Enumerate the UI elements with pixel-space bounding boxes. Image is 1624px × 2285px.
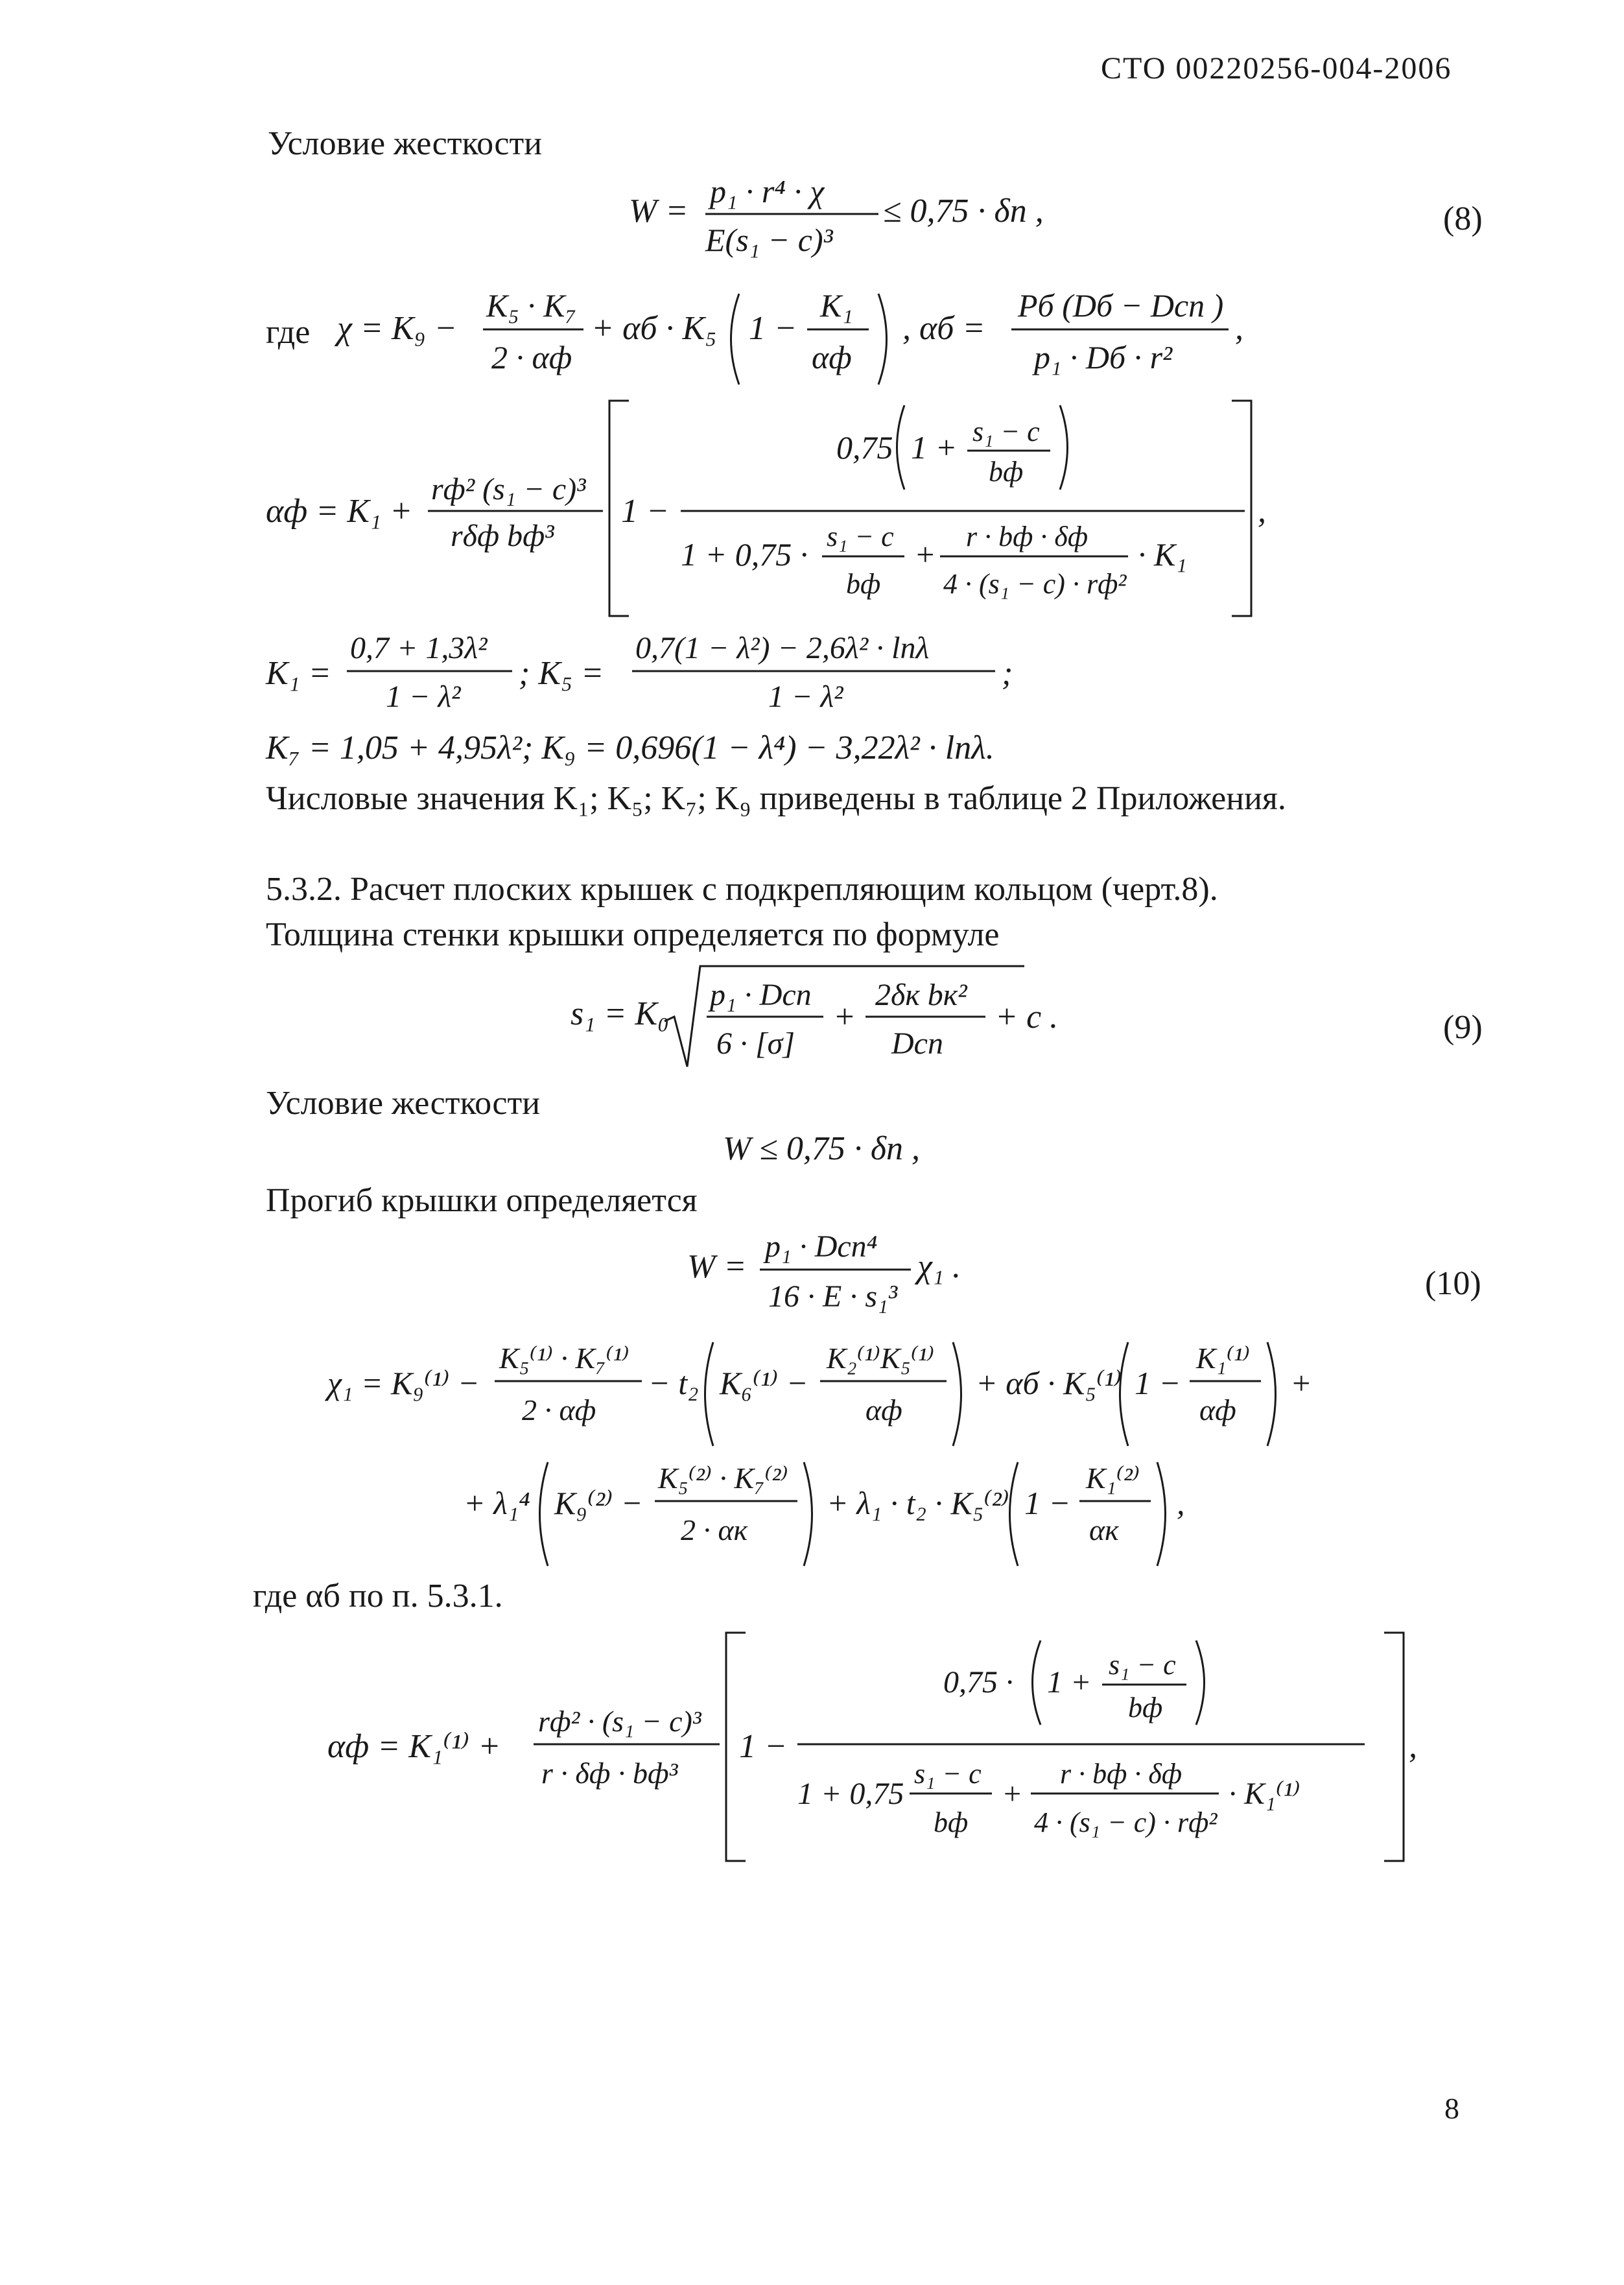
svg-text:s₁ − c: s₁ − c xyxy=(1109,1649,1176,1681)
svg-text:αф: αф xyxy=(1199,1393,1236,1427)
svg-text:r · δф · bф³: r · δф · bф³ xyxy=(541,1757,678,1790)
deflection-text: Прогиб крышки определяется xyxy=(266,1182,698,1219)
svg-text:6 · [σ]: 6 · [σ] xyxy=(716,1026,795,1061)
svg-text:K₁: K₁ xyxy=(820,287,853,324)
svg-text:+: + xyxy=(1290,1365,1312,1401)
svg-text:W =: W = xyxy=(629,193,688,230)
svg-text:s₁ = K₀: s₁ = K₀ xyxy=(571,995,670,1032)
chi1-formula-line-2 xyxy=(464,1449,1209,1572)
svg-text:≤ 0,75 · δп ,: ≤ 0,75 · δп , xyxy=(883,193,1044,230)
where-alpha-note: где αб по п. 5.3.1. xyxy=(253,1578,503,1615)
svg-text:+ c .: + c . xyxy=(995,999,1059,1036)
svg-text:K₇ = 1,05 + 4,95λ²; K₉ = 0,69: K₇ = 1,05 + 4,95λ²; K₉ = 0,696(1 − λ⁴) − 3,22λ² · lnλ. xyxy=(266,729,994,766)
svg-text:K₅ · K₇: K₅ · K₇ xyxy=(486,287,576,324)
svg-text:0,7(1 − λ²) − 2,6λ² · lnλ: 0,7(1 − λ²) − 2,6λ² · lnλ xyxy=(635,631,930,665)
k1-k5-formulas xyxy=(266,622,1063,720)
svg-text:s₁ − c: s₁ − c xyxy=(827,521,894,552)
svg-text:+ αб · K₅⁽¹⁾: + αб · K₅⁽¹⁾ xyxy=(976,1365,1122,1401)
svg-text:1 +: 1 + xyxy=(911,429,958,466)
svg-text:1 −: 1 − xyxy=(1024,1485,1071,1521)
rigidity-condition-label: Условие жесткости xyxy=(268,125,543,162)
svg-text:bф: bф xyxy=(989,456,1024,488)
svg-text:+ αб · K₅: + αб · K₅ xyxy=(591,310,717,347)
svg-text:αф = K₁ +: αф = K₁ + xyxy=(266,493,413,530)
svg-text:,: , xyxy=(1409,1728,1417,1765)
svg-text:p₁ · Dсп: p₁ · Dсп xyxy=(710,978,812,1012)
svg-text:αк: αк xyxy=(1089,1513,1119,1546)
rigidity-condition-label-2: Условие жесткости xyxy=(266,1085,541,1122)
svg-text:χ = K₉ −: χ = K₉ − xyxy=(337,310,457,347)
thickness-text: Толщина стенки крышки определяется по формуле xyxy=(266,916,1000,953)
svg-text:,: , xyxy=(1258,493,1266,530)
svg-text:,: , xyxy=(1177,1485,1185,1521)
svg-text:0,75: 0,75 xyxy=(836,429,893,466)
svg-text:r · bф · δф: r · bф · δф xyxy=(966,521,1089,552)
alpha-phi-formula xyxy=(266,396,1277,622)
svg-text:· K₁: · K₁ xyxy=(1138,536,1187,573)
svg-text:1 −: 1 − xyxy=(621,493,670,530)
svg-text:· K₁⁽¹⁾: · K₁⁽¹⁾ xyxy=(1229,1777,1300,1811)
svg-text:+ λ₁ · t₂ · K₅⁽²⁾: + λ₁ · t₂ · K₅⁽²⁾ xyxy=(827,1485,1009,1521)
svg-text:p₁ · Dсп⁴: p₁ · Dсп⁴ xyxy=(765,1229,878,1264)
svg-text:rф² (s₁ − c)³: rф² (s₁ − c)³ xyxy=(431,472,586,506)
svg-text:αф: αф xyxy=(812,339,852,375)
svg-text:K₂⁽¹⁾K₅⁽¹⁾: K₂⁽¹⁾K₅⁽¹⁾ xyxy=(827,1342,935,1375)
equation-number-10: (10) xyxy=(1425,1265,1481,1302)
svg-text:+: + xyxy=(833,999,856,1036)
svg-text:rδф bф³: rδф bф³ xyxy=(451,519,554,553)
svg-text:K₅⁽¹⁾ · K₇⁽¹⁾: K₅⁽¹⁾ · K₇⁽¹⁾ xyxy=(499,1342,630,1375)
svg-text:s₁ − c: s₁ − c xyxy=(914,1758,982,1790)
svg-text:r · bф · δф: r · bф · δф xyxy=(1060,1758,1183,1790)
svg-text:1 −: 1 − xyxy=(749,310,797,347)
svg-text:bф: bф xyxy=(846,568,881,600)
svg-text:αф: αф xyxy=(865,1393,902,1427)
svg-text:rф² · (s₁ − c)³: rф² · (s₁ − c)³ xyxy=(538,1705,701,1738)
svg-text:,: , xyxy=(1235,310,1243,347)
svg-text:χ₁ .: χ₁ . xyxy=(917,1248,961,1285)
k-values-note: Числовые значения K₁; K₅; K₇; K₉ приведены в таблице 2 Приложения. xyxy=(266,780,1286,817)
chi-alpha-b-formula xyxy=(337,278,1277,394)
svg-text:K₁⁽¹⁾: K₁⁽¹⁾ xyxy=(1196,1342,1251,1375)
svg-text:E(s₁ − c)³: E(s₁ − c)³ xyxy=(705,222,833,258)
svg-text:1 +: 1 + xyxy=(1047,1665,1092,1699)
svg-text:+ λ₁⁴: + λ₁⁴ xyxy=(464,1485,530,1521)
svg-text:K₁ =: K₁ = xyxy=(266,655,331,692)
svg-text:Dсп: Dсп xyxy=(891,1026,943,1061)
svg-text:0,7 + 1,3λ²: 0,7 + 1,3λ² xyxy=(350,631,488,665)
equation-10 xyxy=(687,1219,1024,1323)
svg-text:s₁ − c: s₁ − c xyxy=(972,416,1040,447)
svg-text:2δк bк²: 2δк bк² xyxy=(875,978,967,1012)
equation-number-9: (9) xyxy=(1443,1009,1483,1046)
document-code: СТО 00220256-004-2006 xyxy=(1101,51,1452,86)
svg-text:+: + xyxy=(914,536,936,573)
svg-text:1 − λ²: 1 − λ² xyxy=(386,680,461,714)
svg-text:2 · αф: 2 · αф xyxy=(522,1393,596,1427)
svg-text:bф: bф xyxy=(1128,1692,1163,1723)
svg-text:K₉⁽²⁾ −: K₉⁽²⁾ − xyxy=(554,1485,643,1521)
svg-text:4 · (s₁ − c) · rф²: 4 · (s₁ − c) · rф² xyxy=(1034,1806,1218,1838)
rigidity-inequality: W ≤ 0,75 · δп , xyxy=(723,1130,921,1167)
svg-text:bф: bф xyxy=(934,1806,969,1838)
svg-text:Pб (Dб − Dсп ): Pб (Dб − Dсп ) xyxy=(1018,287,1224,324)
chi1-formula-line-1 xyxy=(327,1329,1339,1452)
svg-text:, αб =: , αб = xyxy=(902,310,985,347)
svg-text:; K₅ =: ; K₅ = xyxy=(519,655,604,692)
svg-text:;: ; xyxy=(1002,655,1013,692)
svg-text:K₅⁽²⁾ · K₇⁽²⁾: K₅⁽²⁾ · K₇⁽²⁾ xyxy=(658,1462,788,1495)
svg-text:αф = K₁⁽¹⁾ +: αф = K₁⁽¹⁾ + xyxy=(327,1728,501,1765)
svg-text:1 −: 1 − xyxy=(1135,1365,1181,1401)
svg-text:+: + xyxy=(1002,1777,1023,1811)
svg-text:p₁ · r⁴ · χ: p₁ · r⁴ · χ xyxy=(710,173,825,209)
svg-text:χ₁ = K₉⁽¹⁾ −: χ₁ = K₉⁽¹⁾ − xyxy=(327,1365,480,1401)
where-label: где xyxy=(266,314,311,351)
svg-text:16 · E · s₁³: 16 · E · s₁³ xyxy=(768,1279,898,1314)
alpha-phi-formula-2 xyxy=(327,1628,1430,1867)
svg-text:p₁ · Dб · r²: p₁ · Dб · r² xyxy=(1034,339,1173,375)
svg-text:0,75 ·: 0,75 · xyxy=(943,1665,1013,1699)
svg-text:1 − λ²: 1 − λ² xyxy=(768,680,843,714)
svg-text:2 · αф: 2 · αф xyxy=(491,339,572,375)
svg-text:1 + 0,75: 1 + 0,75 xyxy=(797,1777,904,1811)
equation-9 xyxy=(571,960,1109,1076)
svg-text:1 −: 1 − xyxy=(739,1728,788,1765)
equation-number-8: (8) xyxy=(1443,200,1483,237)
svg-text:− t₂: − t₂ xyxy=(648,1365,699,1401)
section-532-heading: 5.3.2. Расчет плоских крышек с подкрепляющим кольцом (черт.8). xyxy=(266,871,1218,908)
page-number: 8 xyxy=(1444,2092,1459,2125)
k7-k9-formulas xyxy=(266,723,1141,775)
svg-text:W =: W = xyxy=(687,1248,747,1285)
svg-text:K₁⁽²⁾: K₁⁽²⁾ xyxy=(1086,1462,1140,1495)
equation-8 xyxy=(629,170,1057,274)
svg-text:K₆⁽¹⁾ −: K₆⁽¹⁾ − xyxy=(720,1365,808,1401)
svg-text:4 · (s₁ − c) · rф²: 4 · (s₁ − c) · rф² xyxy=(943,568,1127,600)
svg-text:2 · αк: 2 · αк xyxy=(681,1513,748,1546)
svg-text:1 + 0,75 ·: 1 + 0,75 · xyxy=(681,536,808,573)
